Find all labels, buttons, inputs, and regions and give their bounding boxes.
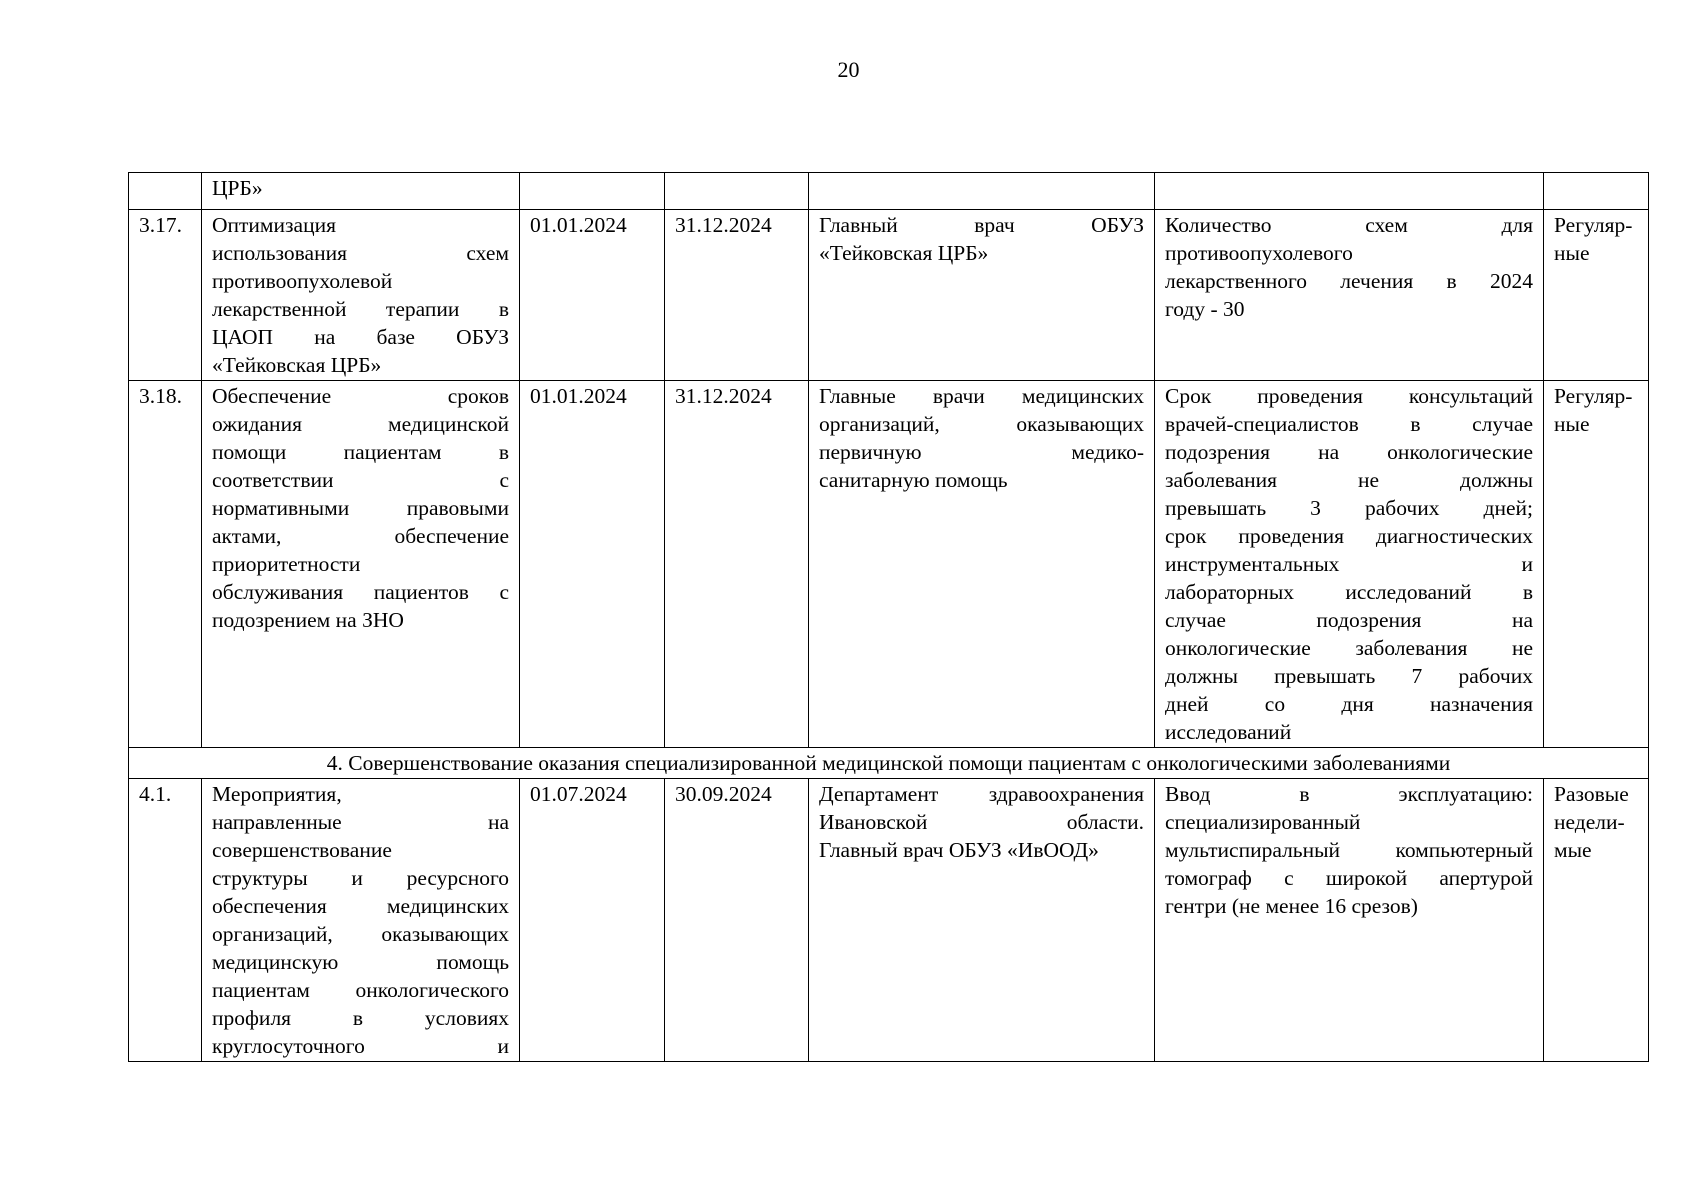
cell-responsible	[809, 173, 1155, 210]
cell-event-line: структуры и ресурсного	[212, 866, 509, 890]
cell-responsible-line: санитарную помощь	[819, 468, 1008, 492]
cell-result-line: врачей-специалистов в случае	[1165, 412, 1533, 436]
cell-event-line: помощи пациентам в	[212, 440, 509, 464]
cell-result-line: противоопухолевого	[1165, 241, 1353, 265]
cell-event	[202, 381, 520, 748]
cell-event-line: лекарственной терапии в	[212, 297, 509, 321]
cell-type-line: ные	[1554, 412, 1590, 436]
cell-num: 4.1.	[129, 779, 202, 1062]
cell-result-line: превышать 3 рабочих дней;	[1165, 496, 1533, 520]
section-heading-row	[129, 748, 1649, 779]
plan-table	[128, 172, 1649, 1062]
cell-event-line: нормативными правовыми	[212, 496, 509, 520]
cell-type-line: недели-	[1554, 810, 1625, 834]
cell-responsible-line: Департамент здравоохранения	[819, 782, 1144, 806]
cell-event	[202, 779, 520, 1062]
table-row	[129, 381, 1649, 748]
cell-type-line: Регуляр-	[1554, 384, 1633, 408]
cell-responsible-line: Ивановской области.	[819, 810, 1144, 834]
cell-result	[1155, 381, 1544, 748]
cell-result-line: случае подозрения на	[1165, 608, 1533, 632]
cell-responsible-line: Главный врач ОБУЗ «ИвООД»	[819, 838, 1099, 862]
cell-responsible-line: первичную медико-	[819, 440, 1144, 464]
cell-event-line: Мероприятия,	[212, 782, 342, 806]
cell-result-line: Срок проведения консультаций	[1165, 384, 1533, 408]
cell-start: 01.01.2024	[520, 381, 665, 748]
cell-result-line: подозрения на онкологические	[1165, 440, 1533, 464]
cell-start	[520, 173, 665, 210]
cell-result-line: лабораторных исследований в	[1165, 580, 1533, 604]
cell-result-line: Количество схем для	[1165, 213, 1533, 237]
cell-responsible-line: Главный врач ОБУЗ	[819, 213, 1144, 237]
cell-event-line: Обеспечение сроков	[212, 384, 509, 408]
cell-type-line: ные	[1554, 241, 1590, 265]
cell-event-line: приоритетности	[212, 552, 361, 576]
cell-responsible	[809, 381, 1155, 748]
cell-responsible	[809, 779, 1155, 1062]
cell-type-line: Разовые	[1554, 782, 1629, 806]
cell-event-line: обслуживания пациентов с	[212, 580, 509, 604]
cell-result-line: заболевания не должны	[1165, 468, 1533, 492]
cell-responsible-line: «Тейковская ЦРБ»	[819, 241, 989, 265]
cell-result-line: срок проведения диагностических	[1165, 524, 1533, 548]
table-row	[129, 210, 1649, 381]
cell-result-line: онкологические заболевания не	[1165, 636, 1533, 660]
cell-type	[1544, 173, 1649, 210]
cell-start: 01.07.2024	[520, 779, 665, 1062]
cell-result	[1155, 173, 1544, 210]
cell-end: 31.12.2024	[665, 381, 809, 748]
cell-event-line: круглосуточного и	[212, 1034, 509, 1058]
cell-event-line: ожидания медицинской	[212, 412, 509, 436]
continuation-row	[129, 173, 1649, 210]
cell-event-line: подозрением на ЗНО	[212, 608, 404, 632]
cell-result	[1155, 779, 1544, 1062]
cell-responsible-line: организаций, оказывающих	[819, 412, 1144, 436]
cell-event-line: «Тейковская ЦРБ»	[212, 353, 382, 377]
section-heading: 4. Совершенствование оказания специализированной медицинской помощи пациентам с онкологическими заболеваниями	[129, 748, 1649, 779]
cell-result-line: году - 30	[1165, 297, 1245, 321]
cell-result-line: исследований	[1165, 720, 1292, 744]
cell-responsible-line: Главные врачи медицинских	[819, 384, 1144, 408]
cell-event-line: использования схем	[212, 241, 509, 265]
cell-type-line: Регуляр-	[1554, 213, 1633, 237]
cell-event-line: соответствии с	[212, 468, 509, 492]
cell-event-line: ЦАОП на базе ОБУЗ	[212, 325, 509, 349]
cell-start: 01.01.2024	[520, 210, 665, 381]
table-row	[129, 779, 1649, 1062]
cell-result-line: гентри (не менее 16 срезов)	[1165, 894, 1418, 918]
cell-event: ЦРБ»	[202, 173, 520, 210]
cell-end: 30.09.2024	[665, 779, 809, 1062]
cell-type-line: мые	[1554, 838, 1592, 862]
cell-event	[202, 210, 520, 381]
cell-event-line: противоопухолевой	[212, 269, 393, 293]
cell-result-line: дней со дня назначения	[1165, 692, 1533, 716]
cell-num: 3.17.	[129, 210, 202, 381]
cell-end: 31.12.2024	[665, 210, 809, 381]
cell-type	[1544, 381, 1649, 748]
cell-event-line: организаций, оказывающих	[212, 922, 509, 946]
cell-result-line: специализированный	[1165, 810, 1361, 834]
cell-result-line: томограф с широкой апертурой	[1165, 866, 1533, 890]
cell-event-line: пациентам онкологического	[212, 978, 509, 1002]
cell-event-line: профиля в условиях	[212, 1006, 509, 1030]
cell-type	[1544, 210, 1649, 381]
cell-num	[129, 173, 202, 210]
cell-responsible	[809, 210, 1155, 381]
cell-event-line: Оптимизация	[212, 213, 336, 237]
cell-num: 3.18.	[129, 381, 202, 748]
cell-type	[1544, 779, 1649, 1062]
cell-result-line: должны превышать 7 рабочих	[1165, 664, 1533, 688]
cell-event-line: совершенствование	[212, 838, 392, 862]
cell-result-line: лекарственного лечения в 2024	[1165, 269, 1533, 293]
cell-result-line: мультиспиральный компьютерный	[1165, 838, 1533, 862]
cell-end	[665, 173, 809, 210]
page-number: 20	[837, 57, 860, 82]
cell-event-line: направленные на	[212, 810, 509, 834]
cell-event-line: медицинскую помощь	[212, 950, 509, 974]
cell-result	[1155, 210, 1544, 381]
cell-result-line: Ввод в эксплуатацию:	[1165, 782, 1533, 806]
cell-event-line: актами, обеспечение	[212, 524, 509, 548]
cell-result-line: инструментальных и	[1165, 552, 1533, 576]
cell-event-line: обеспечения медицинских	[212, 894, 509, 918]
